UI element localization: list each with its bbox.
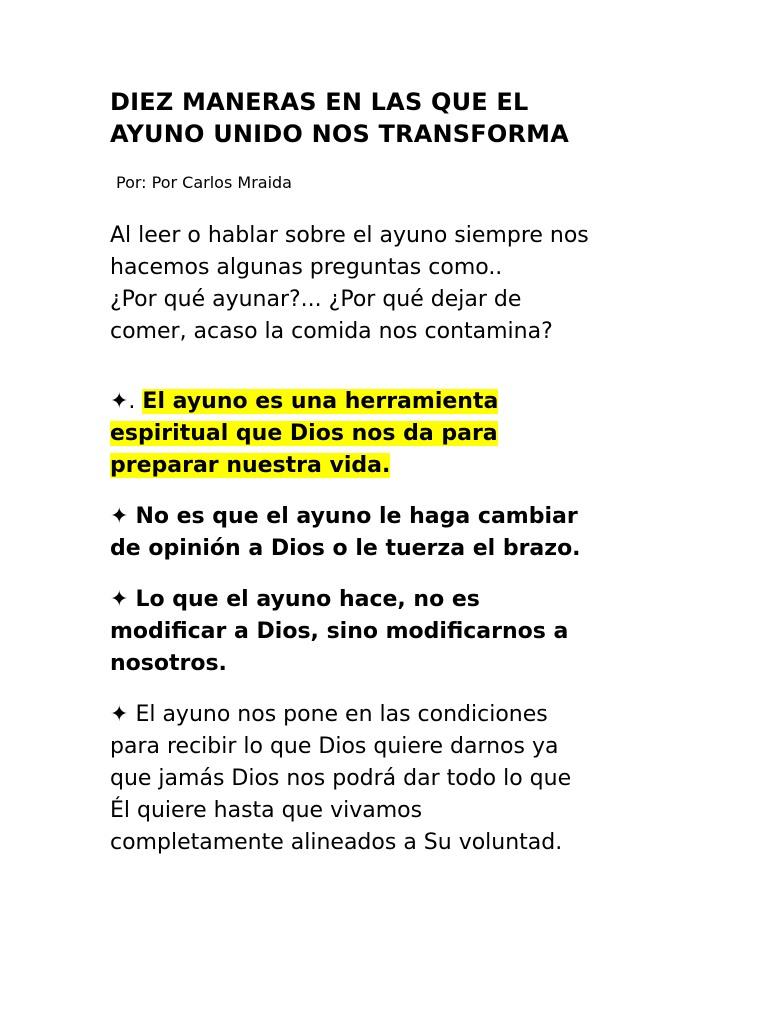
highlighted-text: espiritual que Dios nos da para [110, 421, 498, 446]
bullet-line [110, 418, 498, 450]
sparkle-bullet-icon: ✦ [110, 504, 136, 529]
bullet-point-1 [110, 386, 498, 482]
point-text: Lo que el ayuno hace, no es [135, 587, 480, 612]
title-line: DIEZ MANERAS EN LAS QUE EL [110, 88, 529, 116]
intro-line: hacemos algunas preguntas como.. [110, 255, 503, 280]
bullet-line: nosotros. [110, 651, 227, 676]
intro-paragraph [110, 220, 589, 348]
highlighted-text: preparar nuestra vida. [110, 453, 391, 478]
bullet-line [110, 450, 498, 482]
bullet-line [110, 699, 571, 731]
author-byline: Por: Por Carlos Mraida [116, 173, 292, 192]
intro-line: comer, acaso la comida nos contamina? [110, 319, 553, 344]
bullet-line: Él quiere hasta que vivamos [110, 798, 423, 823]
point-text: El ayuno nos pone en las condiciones [135, 702, 548, 727]
sparkle-bullet-icon: ✦ [110, 702, 136, 727]
sparkle-bullet-icon: ✦ [110, 587, 136, 612]
point-text: No es que el ayuno le haga cambiar [135, 504, 578, 529]
highlighted-text: El ayuno es una herramienta [142, 389, 499, 414]
intro-line: Al leer o hablar sobre el ayuno siempre nos [110, 223, 589, 248]
bullet-line [110, 501, 581, 533]
bullet-line: modificar a Dios, sino modificarnos a [110, 619, 569, 644]
sparkle-bullet-icon: ✦. [110, 389, 143, 414]
title-line: AYUNO UNIDO NOS TRANSFORMA [110, 120, 570, 148]
intro-line: ¿Por qué ayunar?... ¿Por qué dejar de [110, 287, 522, 312]
bullet-point-3 [110, 584, 568, 680]
document-title [110, 86, 569, 150]
bullet-line: completamente alineados a Su voluntad. [110, 830, 563, 855]
bullet-point-4 [110, 699, 571, 859]
bullet-line: que jamás Dios nos podrá dar todo lo que [110, 766, 572, 791]
bullet-line: de opinión a Dios o le tuerza el brazo. [110, 536, 581, 561]
bullet-line [110, 584, 568, 616]
bullet-line: para recibir lo que Dios quiere darnos ya [110, 734, 559, 759]
bullet-line [110, 386, 498, 418]
bullet-point-2 [110, 501, 581, 565]
